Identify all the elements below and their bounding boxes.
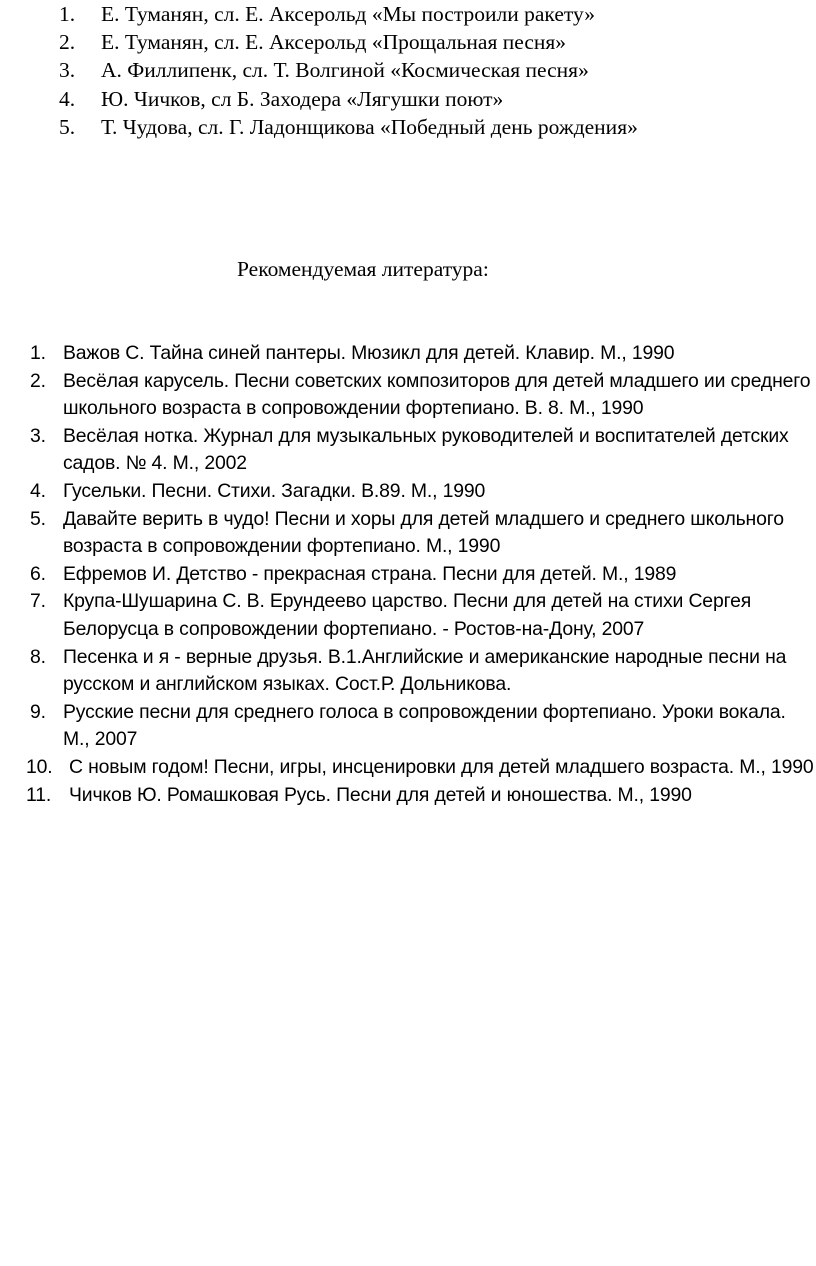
literature-number: 11. [26, 783, 52, 806]
literature-item [0, 423, 816, 478]
literature-text: Весёлая карусель. Песни советских композиторов для детей младшего ии среднего школьного возраста в сопровождении фортепиано. В. 8. М., 1990 [63, 369, 811, 420]
song-title: Ю. Чичков, сл Б. Заходера «Лягушки поют» [101, 86, 504, 111]
literature-text: С новым годом! Песни, игры, инсценировки для детей младшего возраста. М., 1990 [69, 755, 814, 778]
literature-number: 2. [30, 369, 46, 392]
song-number: 3. [59, 58, 76, 83]
literature-number: 1. [30, 342, 46, 364]
literature-item [0, 506, 816, 561]
literature-item [0, 699, 816, 754]
literature-text: Русские песни для среднего голоса в сопровождении фортепиано. Уроки вокала. М., 2007 [63, 700, 786, 751]
literature-item [0, 588, 816, 643]
literature-heading: Рекомендуемая литература: [237, 257, 489, 281]
literature-list [0, 340, 816, 809]
literature-text: Важов С. Тайна синей пантеры. Мюзикл для детей. Клавир. М., 1990 [63, 342, 675, 364]
song-title: Е. Туманян, сл. Е. Аксерольд «Мы построили ракету» [101, 2, 596, 26]
literature-number: 7. [30, 590, 46, 613]
literature-item [0, 368, 816, 423]
literature-text: Давайте верить в чудо! Песни и хоры для детей младшего и среднего школьного возраста в сопровождении фортепиано. М., 1990 [63, 507, 784, 558]
song-number: 4. [59, 86, 76, 111]
literature-number: 9. [30, 700, 46, 723]
literature-text: Гусельки. Песни. Стихи. Загадки. В.89. М., 1990 [63, 479, 486, 502]
literature-text: Весёлая нотка. Журнал для музыкальных руководителей и воспитателей детских садов. № 4. М., 2002 [63, 424, 789, 475]
song-number: 2. [59, 30, 76, 55]
song-number: 5. [59, 114, 76, 139]
literature-item [0, 478, 816, 506]
literature-item [0, 644, 816, 699]
song-title: Е. Туманян, сл. Е. Аксерольд «Прощальная песня» [101, 30, 567, 55]
song-number: 1. [59, 2, 76, 26]
literature-number: 6. [30, 562, 46, 585]
literature-item [0, 782, 816, 810]
literature-number: 5. [30, 507, 46, 530]
literature-item [0, 340, 816, 368]
literature-number: 4. [30, 479, 46, 502]
literature-text: Песенка и я - верные друзья. В.1.Английские и американские народные песни на русском и английском языках. Сост.Р. Дольникова. [63, 645, 787, 696]
song-title: Т. Чудова, сл. Г. Ладонщикова «Победный день рождения» [101, 114, 638, 139]
literature-item [0, 754, 816, 782]
literature-number: 3. [30, 424, 46, 447]
literature-text: Чичков Ю. Ромашковая Русь. Песни для детей и юношества. М., 1990 [69, 783, 692, 806]
literature-item [0, 561, 816, 589]
literature-text: Ефремов И. Детство - прекрасная страна. Песни для детей. М., 1989 [63, 562, 677, 585]
literature-text: Крупа-Шушарина С. В. Ерундеево царство. Песни для детей на стихи Сергея Белорусца в сопровождении фортепиано. - Ростов-на-Дону, 2007 [63, 590, 752, 640]
literature-number: 8. [30, 645, 46, 668]
literature-number: 10. [26, 755, 53, 778]
song-title: А. Филлипенк, сл. Т. Волгиной «Космическая песня» [101, 58, 589, 83]
